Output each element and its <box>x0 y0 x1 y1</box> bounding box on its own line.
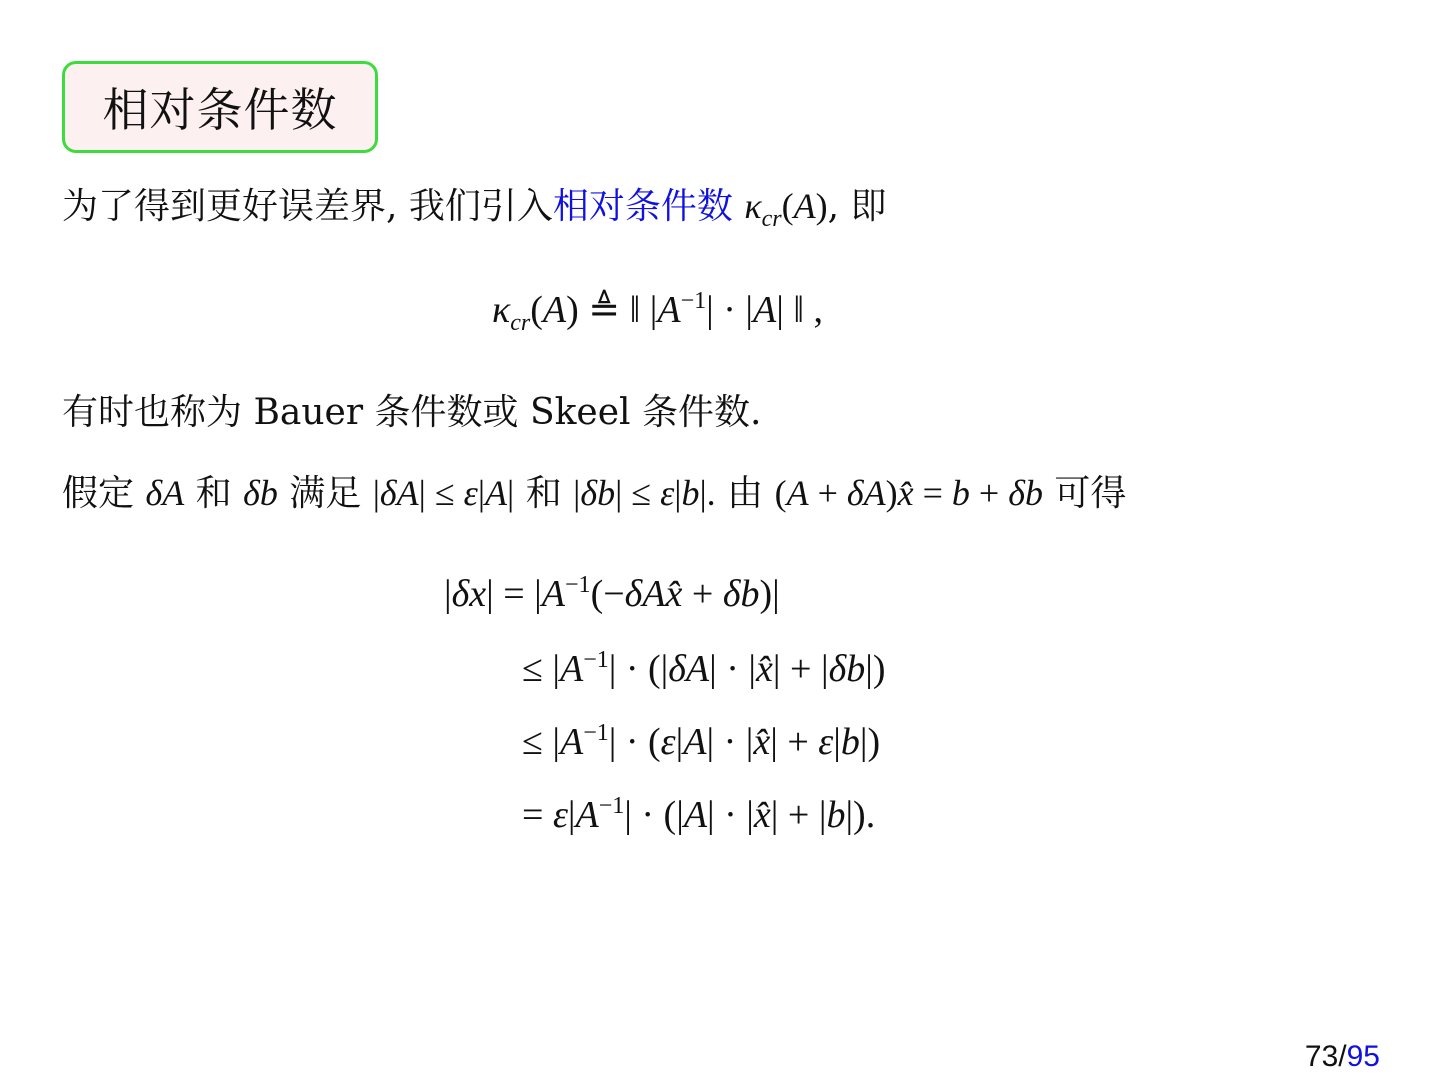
alias-line: 有时也称为 Bauer 条件数或 Skeel 条件数. <box>62 392 762 433</box>
page-total[interactable]: 95 <box>1346 1040 1380 1073</box>
page-separator: / <box>1338 1040 1347 1073</box>
slide-title-box <box>62 61 378 153</box>
derivation-line-3: ≤ $|A^{-1}| \cdot (\varepsilon|A|$ · |x̂| + ε|b|) <box>522 720 881 763</box>
derivation-line-4: = $\varepsilon|A^{-1}| \cdot (|A|$ · |x̂| + |b|). <box>522 793 876 836</box>
intro-prefix: 为了得到更好误差界, 我们引入 <box>62 186 553 227</box>
slide-title: 相对条件数 <box>102 83 338 137</box>
definition-equation: $\kappa_{cr}(A)$ ≜ ‖ $|A^{-1}| \cdot |A|$ ‖ , <box>492 288 824 336</box>
page-current: 73 <box>1304 1040 1339 1073</box>
kappa-cr-inline: $\kappa_{cr}$ <box>744 186 782 232</box>
page-number <box>1305 1040 1380 1074</box>
derivation-line-2: ≤ $|A^{-1}| \cdot (|\delta A|$ · |x̂| + |δb|) <box>522 647 886 690</box>
derivation-line-1: $|\delta x| = |A^{-1}(-\delta Ax̂ + \delta b)|$ <box>444 572 780 615</box>
intro-highlight: 相对条件数 <box>552 186 733 227</box>
intro-line: 为了得到更好误差界, 我们引入相对条件数 $\kappa_{cr}(A)$, 即 <box>62 186 887 232</box>
assume-line: 假定 δA 和 δb 满足 |δA| ≤ ε|A| 和 |δb| ≤ ε|b|. 由 (A + δA)x̂ = b + δb 可得 <box>62 473 1127 514</box>
intro-suffix: , 即 <box>827 186 887 227</box>
